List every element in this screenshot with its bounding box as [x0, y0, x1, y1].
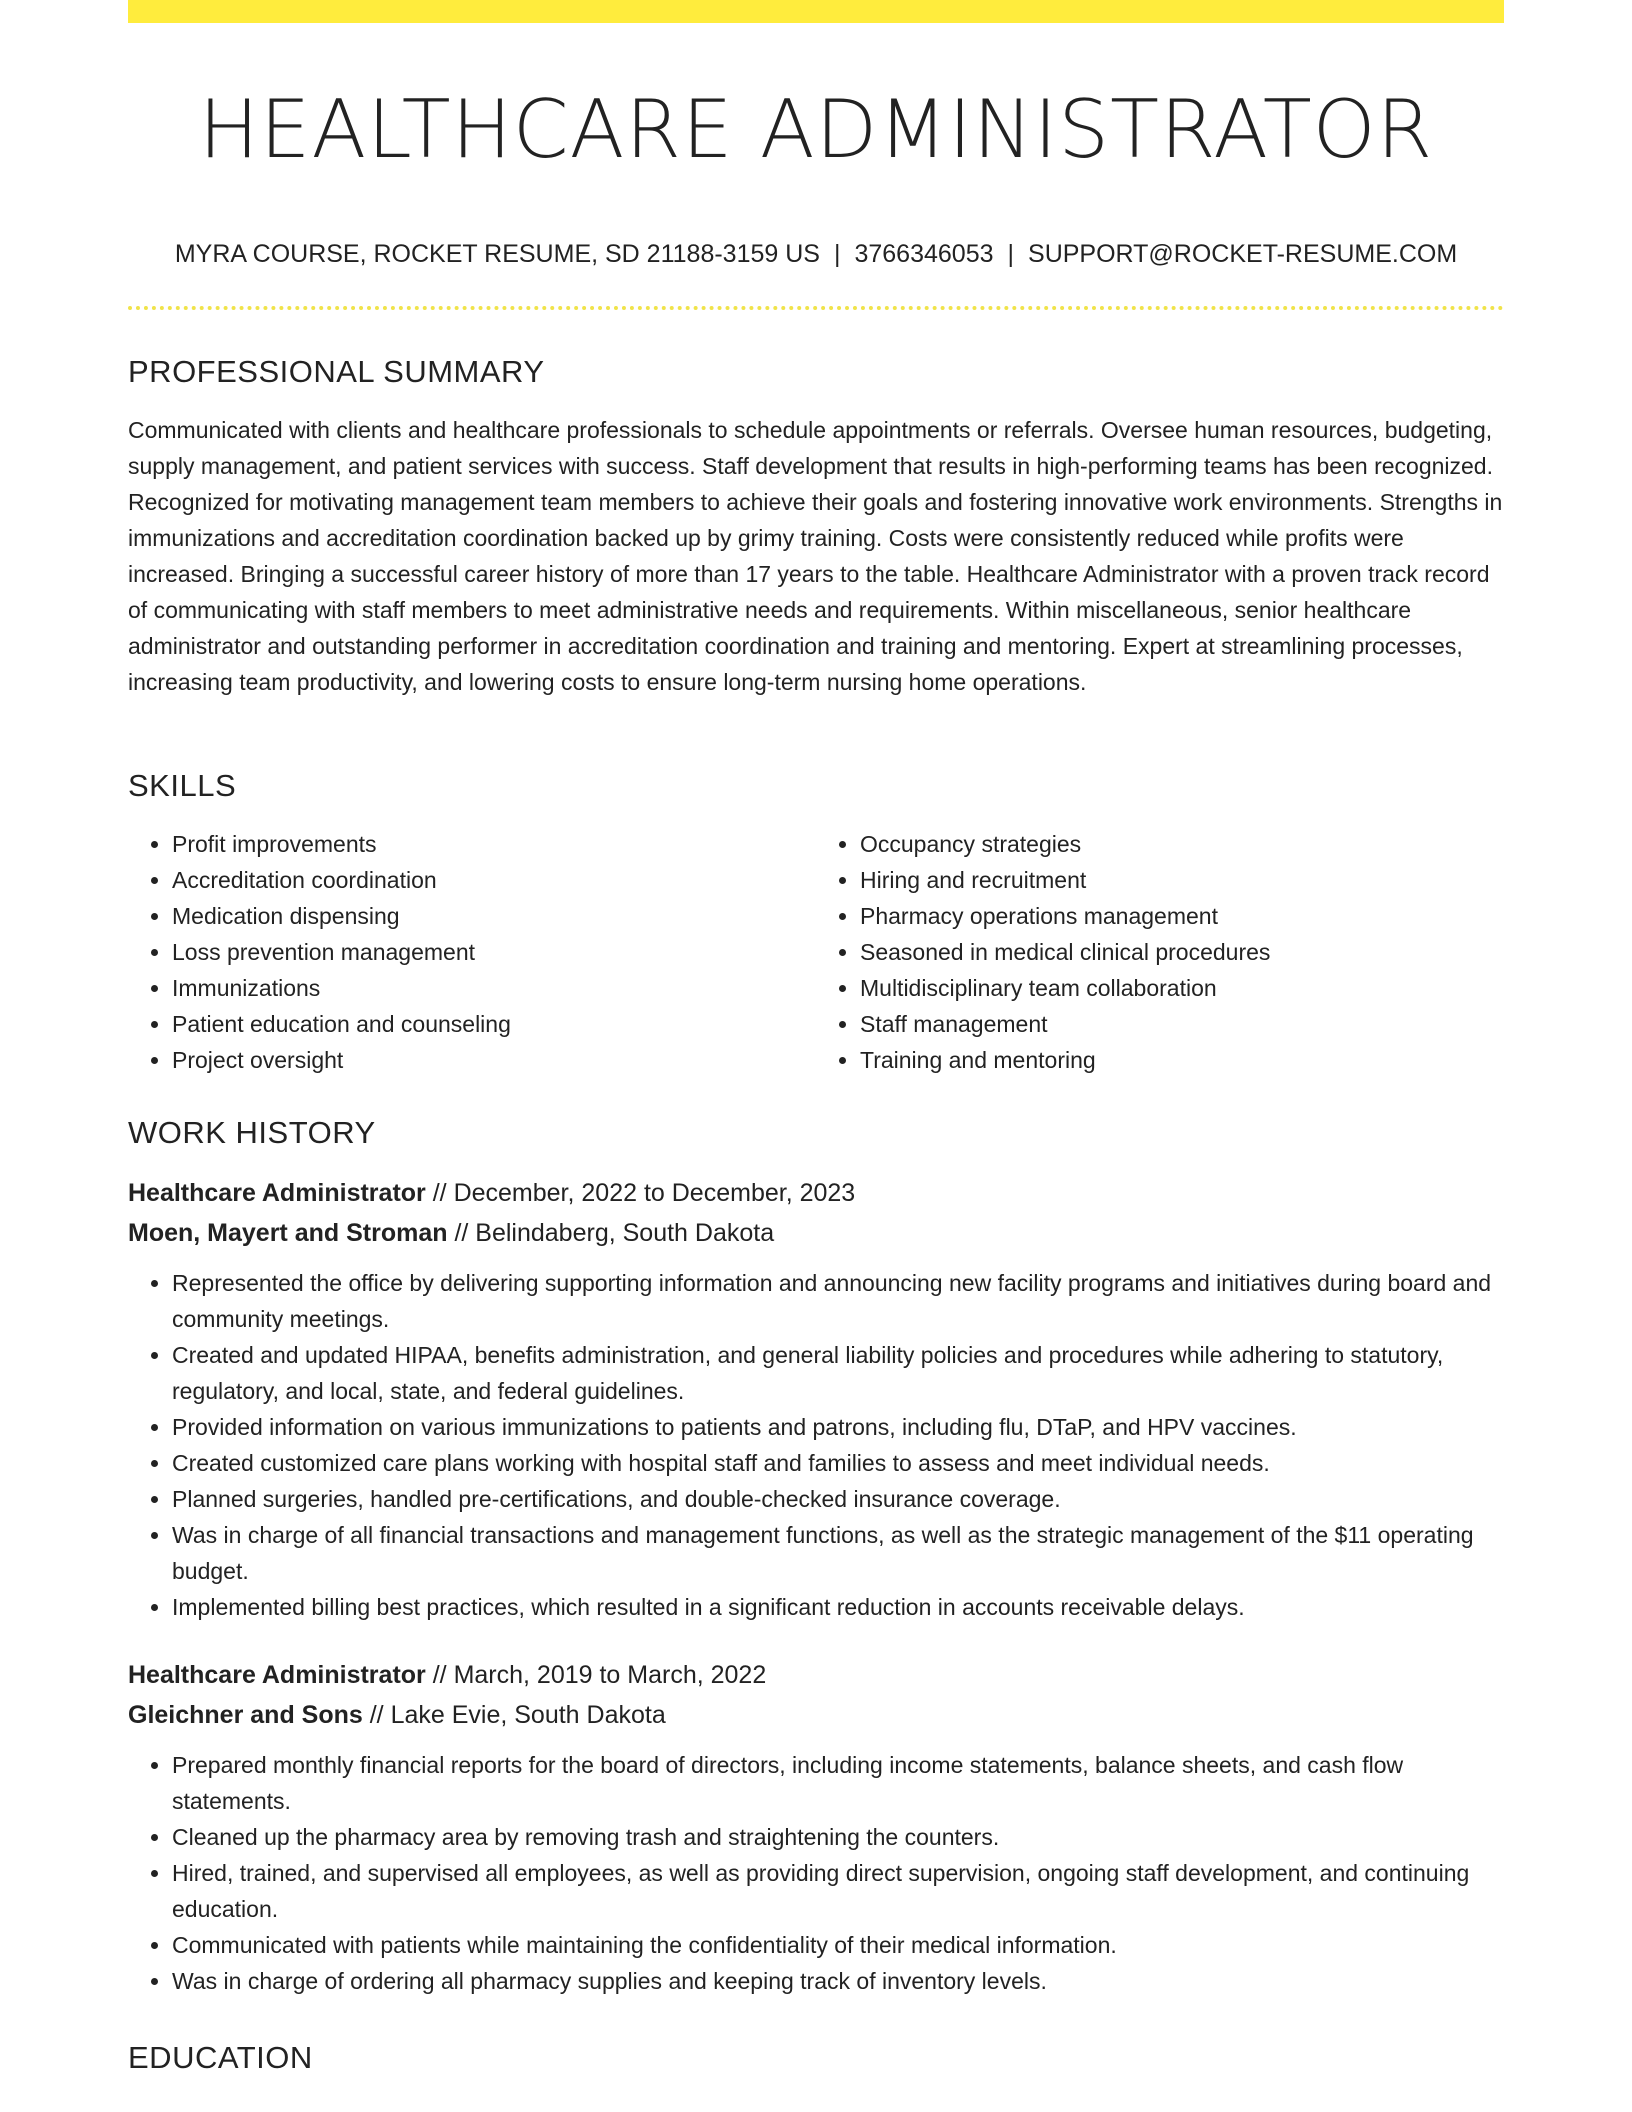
contact-phone: 3766346053 [854, 240, 994, 268]
job-bullet: • Communicated with patients while maintaining the confidentiality of their medical information. [172, 1927, 1504, 1963]
job-bullet: • Hired, trained, and supervised all employees, as well as providing direct supervision, ongoing staff development, and continuing education. [172, 1855, 1504, 1927]
job-bullets [128, 1265, 1504, 1625]
skill-item: • Loss prevention management [172, 934, 816, 970]
job-location: // Belindaberg, South Dakota [447, 1219, 775, 1247]
skill-item: • Project oversight [172, 1042, 816, 1078]
work-heading: WORK HISTORY [128, 1115, 376, 1150]
summary-heading: PROFESSIONAL SUMMARY [128, 354, 545, 389]
job-title: Healthcare Administrator [128, 1179, 426, 1207]
job-entry [128, 1655, 1504, 1999]
skill-item: • Staff management [860, 1006, 1504, 1042]
contact-separator: | [833, 240, 841, 268]
accent-bar [128, 0, 1504, 23]
skills-list-right [816, 826, 1504, 1078]
summary-text: Communicated with clients and healthcare professionals to schedule appointments or referrals. Oversee human resources, budgeting, supply management, and patient services with success. Staff development that results in high-performing teams has been recognized. Recognized for motivating management team members to achieve their goals and fostering innovative work environments. Strengths in immunizations and accreditation coordination backed up by grimy training. Costs were consistently reduced while profits were increased. Bringing a successful career history of more than 17 years to the table. Healthcare Administrator with a proven track record of communicating with staff members to meet administrative needs and requirements. Within miscellaneous, senior healthcare administrator and outstanding performer in accreditation coordination and training and mentoring. Expert at streamlining processes, increasing team productivity, and lowering costs to ensure long-term nursing home operations. [128, 417, 1503, 695]
job-bullet: • Implemented billing best practices, which resulted in a significant reduction in accounts receivable delays. [172, 1589, 1504, 1625]
skill-item: • Profit improvements [172, 826, 816, 862]
job-title-line [128, 1173, 1504, 1213]
skill-item: • Immunizations [172, 970, 816, 1006]
dotted-divider [128, 306, 1504, 310]
job-bullet: • Was in charge of ordering all pharmacy supplies and keeping track of inventory levels. [172, 1963, 1504, 1999]
contact-address: MYRA COURSE, ROCKET RESUME, SD 21188-3159 US [174, 240, 820, 268]
job-title: Healthcare Administrator [128, 1661, 426, 1689]
job-company: Gleichner and Sons [128, 1701, 363, 1729]
resume-title: HEALTHCARE ADMINISTRATOR [198, 83, 1434, 176]
job-entry [128, 1173, 1504, 1625]
job-bullet: • Planned surgeries, handled pre-certifications, and double-checked insurance coverage. [172, 1481, 1504, 1517]
skills-section [128, 766, 1504, 1078]
job-company: Moen, Mayert and Stroman [128, 1219, 448, 1247]
job-bullet: • Created customized care plans working with hospital staff and families to assess and meet individual needs. [172, 1445, 1504, 1481]
job-dates: // December, 2022 to December, 2023 [425, 1179, 856, 1207]
job-company-line [128, 1695, 1504, 1735]
skills-grid [128, 826, 1504, 1078]
job-bullet: • Prepared monthly financial reports for the board of directors, including income statements, balance sheets, and cash flow statements. [172, 1747, 1504, 1819]
skill-item: • Occupancy strategies [860, 826, 1504, 862]
work-section [128, 1113, 1504, 1999]
skill-item: • Pharmacy operations management [860, 898, 1504, 934]
job-bullets [128, 1747, 1504, 1999]
skill-item: • Multidisciplinary team collaboration [860, 970, 1504, 1006]
skill-item: • Accreditation coordination [172, 862, 816, 898]
contact-line [128, 236, 1504, 272]
skill-item: • Medication dispensing [172, 898, 816, 934]
job-bullet: • Provided information on various immunizations to patients and patrons, including flu, DTaP, and HPV vaccines. [172, 1409, 1504, 1445]
skill-item: • Hiring and recruitment [860, 862, 1504, 898]
job-bullet: • Created and updated HIPAA, benefits administration, and general liability policies and procedures while adhering to statutory, regulatory, and local, state, and federal guidelines. [172, 1337, 1504, 1409]
contact-separator: | [1007, 240, 1015, 268]
job-company-line [128, 1213, 1504, 1253]
job-bullet: • Represented the office by delivering supporting information and announcing new facility programs and initiatives during board and community meetings. [172, 1265, 1504, 1337]
summary-section [128, 352, 1504, 700]
education-section [128, 2038, 1504, 2078]
job-dates: // March, 2019 to March, 2022 [425, 1661, 767, 1689]
education-heading: EDUCATION [128, 2040, 313, 2075]
job-title-line [128, 1655, 1504, 1695]
skill-item: • Patient education and counseling [172, 1006, 816, 1042]
skills-heading: SKILLS [128, 768, 237, 803]
skill-item: • Training and mentoring [860, 1042, 1504, 1078]
skills-list-left [128, 826, 816, 1078]
job-bullet: • Was in charge of all financial transactions and management functions, as well as the strategic management of the $11 operating budget. [172, 1517, 1504, 1589]
skill-item: • Seasoned in medical clinical procedures [860, 934, 1504, 970]
job-bullet: • Cleaned up the pharmacy area by removing trash and straightening the counters. [172, 1819, 1504, 1855]
job-location: // Lake Evie, South Dakota [362, 1701, 666, 1729]
contact-email: SUPPORT@ROCKET-RESUME.COM [1028, 240, 1458, 268]
